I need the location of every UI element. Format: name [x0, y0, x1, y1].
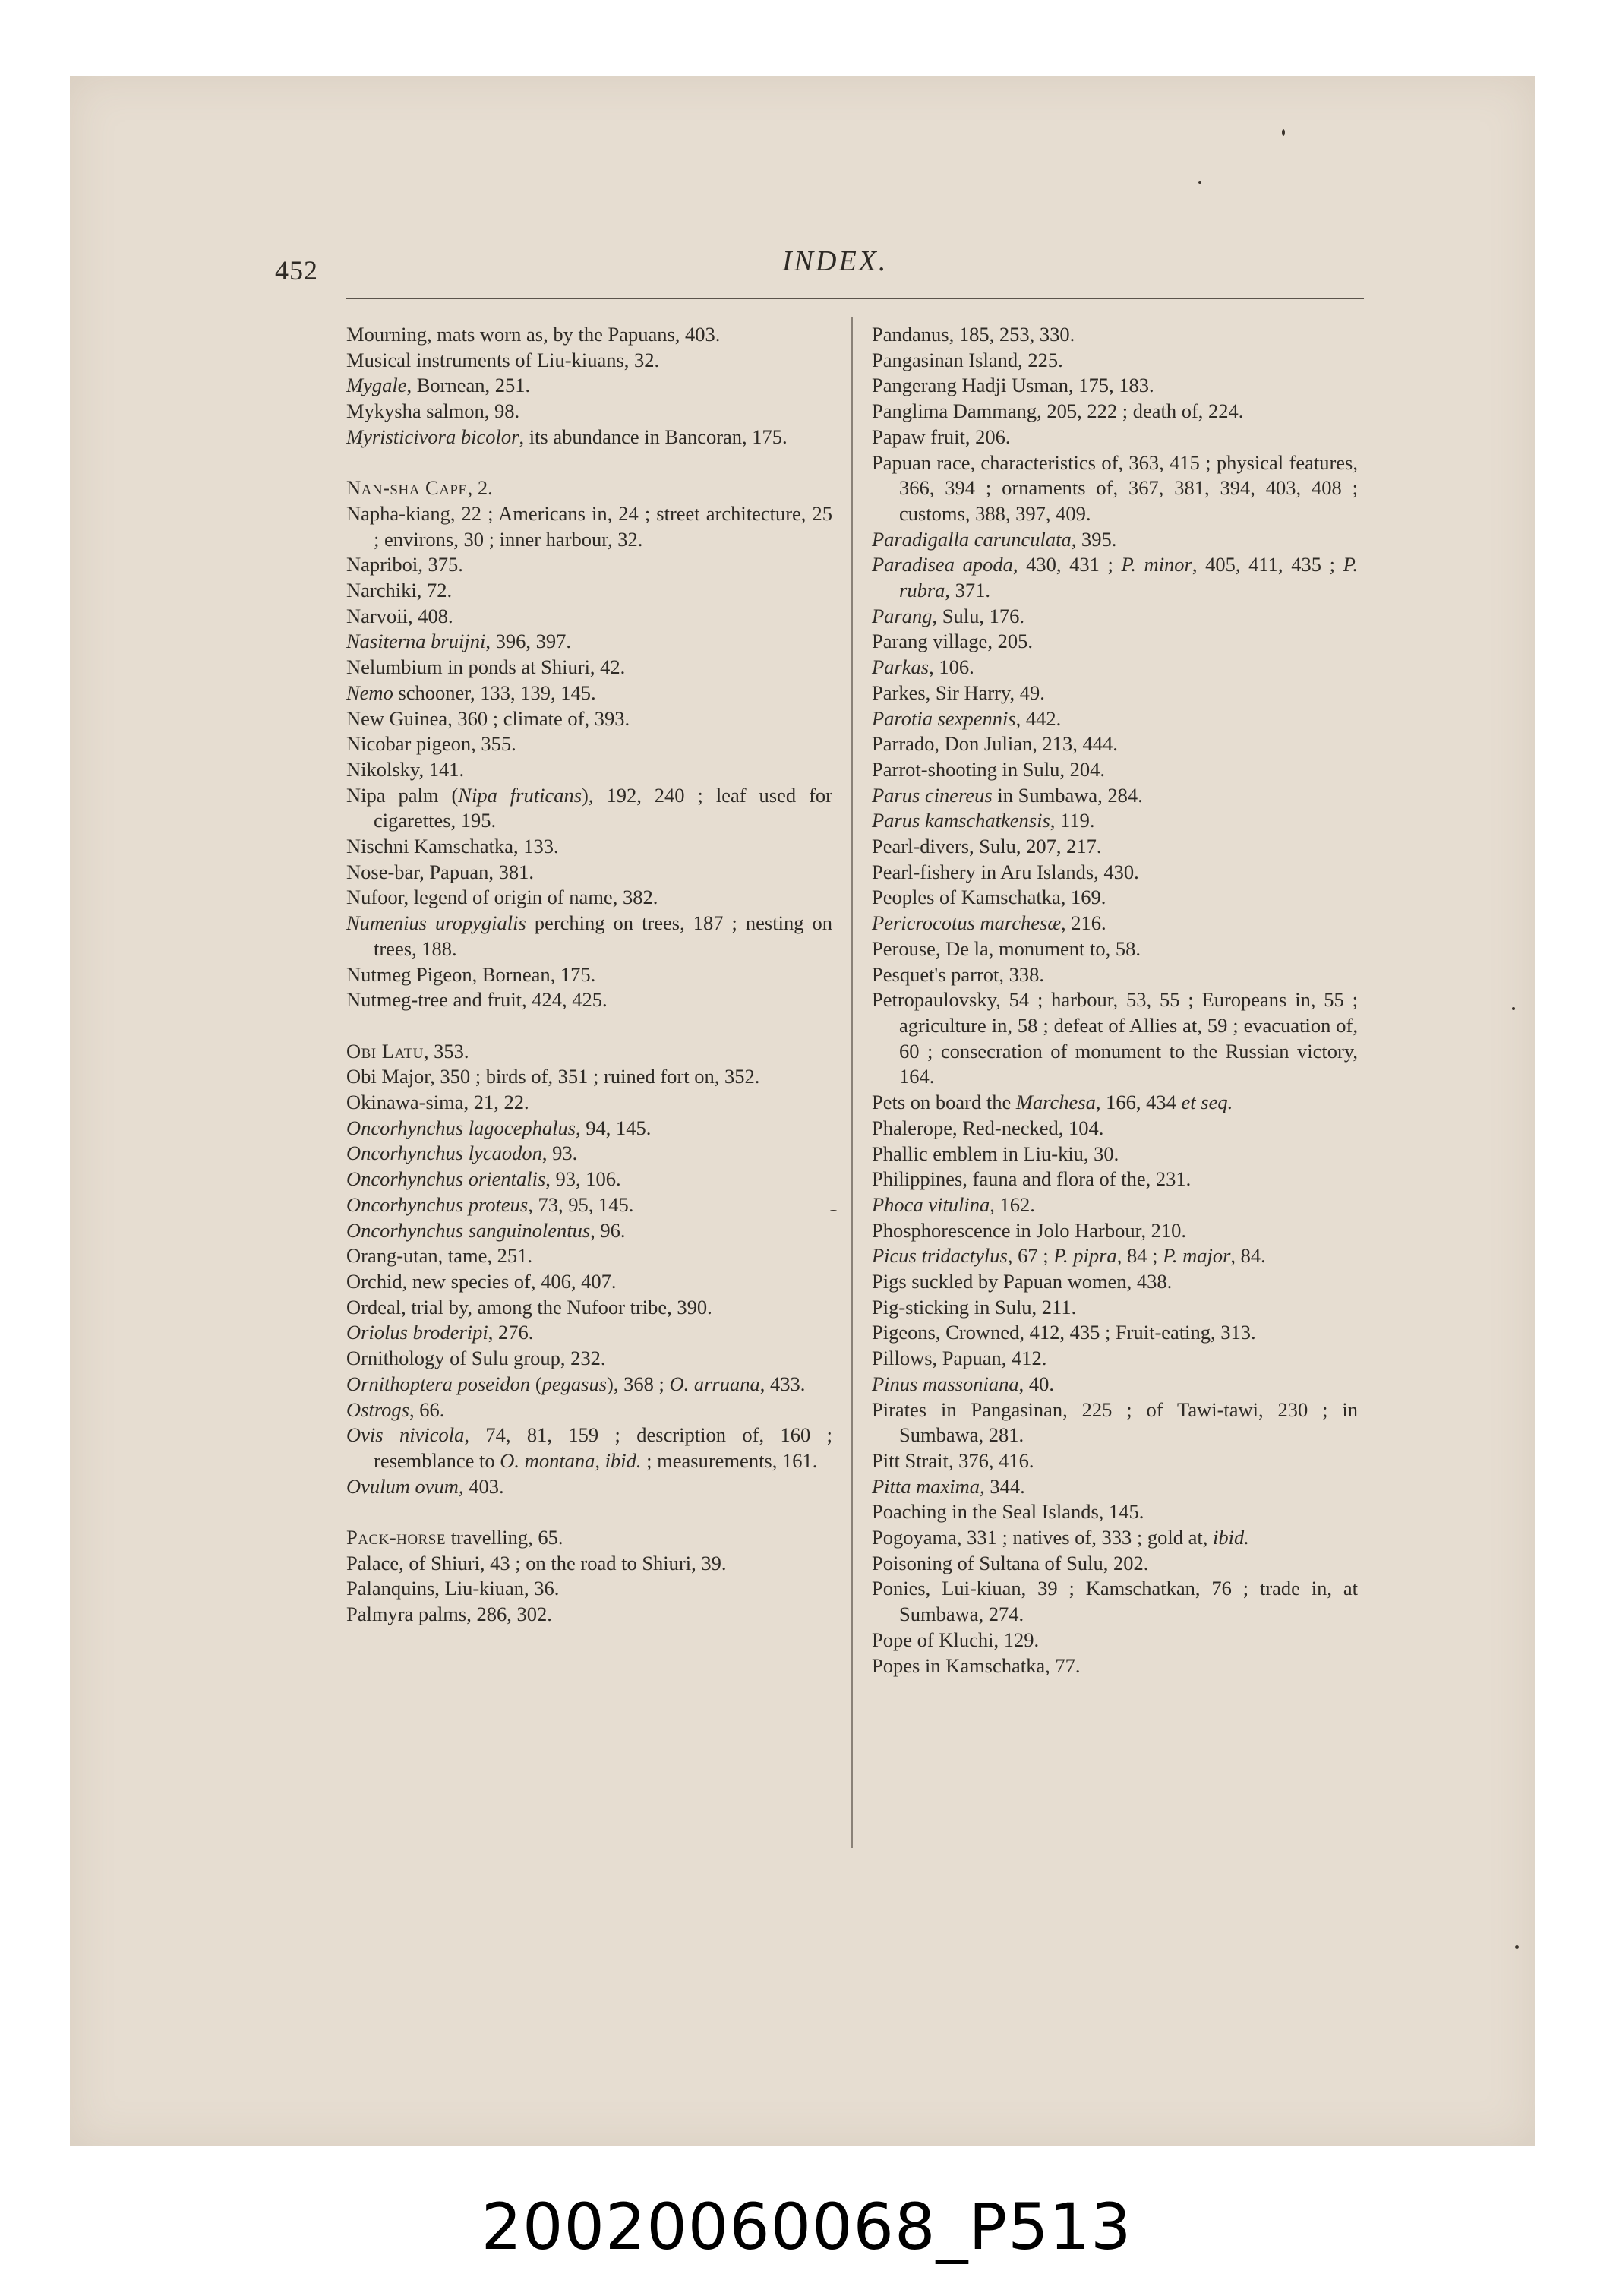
index-entry: [346, 1141, 832, 1167]
entry-italic-text: Paradigalla carunculata: [872, 527, 1072, 551]
index-entry: [346, 629, 832, 655]
entry-heading-text: Obi Latu: [346, 1039, 424, 1063]
entry-italic-text: Nipa fruticans: [458, 783, 582, 807]
entry-text: , 106.: [929, 655, 974, 679]
running-head: INDEX.: [782, 245, 889, 277]
index-entry: [346, 425, 832, 450]
entry-heading-text: Pack-horse: [346, 1526, 446, 1549]
entry-text: Orang-utan, tame, 251.: [346, 1244, 533, 1268]
entry-italic-text: Oncorhynchus lagocephalus: [346, 1116, 576, 1139]
entry-text: Narchiki, 72.: [346, 579, 453, 602]
entry-text: Pitt Strait, 376, 416.: [872, 1448, 1034, 1472]
entry-text: Peoples of Kamschatka, 169.: [872, 886, 1106, 909]
entry-text: , 430, 431 ;: [1012, 553, 1122, 576]
index-entry: [872, 1551, 1358, 1577]
entry-text: Petropaulovsky, 54 ; harbour, 53, 55 ; Europeans in, 55 ; agriculture in, 58 ; defeat of Allies at, 59 ; evacuation of, 60 ; consecration of monument to the Russian victory, 164.: [872, 988, 1358, 1088]
index-entry: [872, 604, 1358, 630]
entry-text: , 96.: [590, 1218, 626, 1242]
entry-text: ), 192, 240 ; leaf used for cigarettes, 195.: [374, 783, 833, 832]
entry-text: , 395.: [1071, 527, 1117, 551]
entry-italic-text: Myristicivora bicolor: [346, 425, 519, 448]
index-entry: [346, 731, 832, 757]
entry-text: Mykysha salmon, 98.: [346, 400, 520, 423]
entry-text: ; measurements, 161.: [641, 1448, 818, 1472]
index-entry: [346, 399, 832, 425]
entry-italic-text: Oncorhynchus proteus: [346, 1192, 529, 1216]
entry-text: Narvoii, 408.: [346, 604, 453, 627]
index-entry: [346, 834, 832, 860]
entry-text: , 403.: [458, 1474, 504, 1498]
entry-text: (: [530, 1372, 542, 1395]
entry-text: , 276.: [488, 1321, 534, 1344]
entry-italic-text: Parotia sexpennis: [872, 706, 1016, 730]
entry-italic-text: Parus kamschatkensis: [872, 809, 1050, 832]
index-entry: [346, 987, 832, 1013]
entry-text: schooner, 133, 139, 145.: [393, 681, 596, 704]
index-entry: [346, 1090, 832, 1116]
entry-text: Musical instruments of Liu-kiuans, 32.: [346, 348, 660, 371]
entry-text: Pirates in Pangasinan, 225 ; of Tawi-tawi, 230 ; in Sumbawa, 281.: [872, 1397, 1358, 1447]
entry-text: Pigeons, Crowned, 412, 435 ; Fruit-eating, 313.: [872, 1321, 1256, 1344]
entry-text: Nikolsky, 141.: [346, 757, 465, 781]
index-entry: [346, 911, 832, 962]
index-entry: [346, 1167, 832, 1192]
entry-text: , its abundance in Bancoran, 175.: [519, 425, 788, 448]
entry-text: Nutmeg Pigeon, Bornean, 175.: [346, 962, 596, 986]
entry-heading-text: Nan-sha Cape: [346, 476, 468, 500]
index-entry: [346, 1243, 832, 1269]
entry-italic-text: Paradisea apoda: [872, 553, 1013, 576]
index-entry: [872, 1090, 1358, 1116]
index-entry: [872, 1474, 1358, 1500]
entry-italic-text: O. arruana: [669, 1372, 760, 1395]
index-entry: [872, 1628, 1358, 1653]
entry-text: Pogoyama, 331 ; natives of, 333 ; gold at,: [872, 1526, 1213, 1549]
entry-text: , Bornean, 251.: [406, 374, 531, 397]
index-entry: [872, 399, 1358, 425]
index-entry: [346, 681, 832, 706]
index-entry: [346, 1039, 832, 1065]
scan-speck: [1198, 181, 1201, 184]
index-entry: [872, 1142, 1358, 1167]
header-rule: [346, 298, 1364, 299]
entry-text: Napha-kiang, 22 ; Americans in, 24 ; street architecture, 25 ; environs, 30 ; inner harbour, 32.: [346, 501, 832, 551]
entry-text: Pets on board the: [872, 1091, 1016, 1114]
entry-text: Pesquet's parrot, 338.: [872, 962, 1045, 986]
entry-italic-text: Ostrogs: [346, 1397, 409, 1421]
entry-text: Nufoor, legend of origin of name, 382.: [346, 886, 658, 909]
index-entry: [872, 783, 1358, 809]
index-entry: [872, 1499, 1358, 1525]
index-entry: [872, 1525, 1358, 1551]
index-entry: [872, 860, 1358, 886]
entry-text: , 40.: [1018, 1372, 1054, 1395]
index-entry: [872, 1576, 1358, 1627]
index-entry: [872, 1243, 1358, 1269]
entry-text: New Guinea, 360 ; climate of, 393.: [346, 706, 630, 730]
entry-text: Nutmeg-tree and fruit, 424, 425.: [346, 988, 608, 1012]
entry-text: Napriboi, 375.: [346, 553, 463, 576]
entry-text: Okinawa-sima, 21, 22.: [346, 1091, 529, 1114]
entry-italic-text: et seq.: [1181, 1091, 1233, 1114]
entry-text: Phalerope, Red-necked, 104.: [872, 1116, 1104, 1139]
index-entry: [346, 475, 832, 501]
entry-text: travelling, 65.: [445, 1526, 563, 1549]
entry-text: Obi Major, 350 ; birds of, 351 ; ruined fort on, 352.: [346, 1065, 760, 1088]
index-entry: [872, 1346, 1358, 1372]
entry-text: perching on trees, 187 ; nesting on trees, 188.: [374, 911, 832, 960]
index-entry: [872, 425, 1358, 450]
entry-italic-text: Mygale: [346, 374, 407, 397]
index-entry: [346, 1525, 832, 1551]
index-entry: [872, 373, 1358, 399]
scan-speck: [1512, 1007, 1515, 1010]
index-entry: [346, 1064, 832, 1090]
index-entry: [872, 681, 1358, 706]
entry-text: Ordeal, trial by, among the Nufoor tribe, 390.: [346, 1295, 712, 1319]
entry-text: Palace, of Shiuri, 43 ; on the road to Shiuri, 39.: [346, 1551, 727, 1574]
entry-text: , 433.: [759, 1372, 806, 1395]
entry-text: Popes in Kamschatka, 77.: [872, 1653, 1081, 1677]
index-entry: [872, 936, 1358, 962]
index-entry: [872, 1372, 1358, 1397]
entry-text: Nelumbium in ponds at Shiuri, 42.: [346, 655, 626, 679]
entry-text: Pangasinan Island, 225.: [872, 348, 1063, 371]
entry-text: Pearl-fishery in Aru Islands, 430.: [872, 860, 1139, 883]
entry-text: , Sulu, 176.: [932, 604, 1024, 627]
index-entry: [346, 1397, 832, 1423]
index-entry: [346, 348, 832, 374]
entry-italic-text: Marchesa: [1015, 1091, 1096, 1114]
index-entry: [872, 1295, 1358, 1321]
index-entry: [872, 987, 1358, 1090]
index-entry: [346, 501, 832, 552]
index-entry: [872, 962, 1358, 988]
index-entry: [872, 322, 1358, 348]
index-entry: [346, 757, 832, 783]
entry-text: Pandanus, 185, 253, 330.: [872, 323, 1075, 346]
entry-text: , 442.: [1015, 706, 1062, 730]
entry-text: Nicobar pigeon, 355.: [346, 732, 516, 756]
entry-text: , 73, 95, 145.: [528, 1192, 634, 1216]
index-entry: [346, 578, 832, 604]
image-caption: 20020060068_P513: [481, 2190, 1132, 2264]
entry-text: Parkes, Sir Harry, 49.: [872, 681, 1045, 704]
index-entry: [872, 1116, 1358, 1142]
entry-italic-text: Oriolus broderipi: [346, 1321, 488, 1344]
entry-text: Phallic emblem in Liu-kiu, 30.: [872, 1142, 1119, 1165]
entry-italic-text: Nemo: [346, 681, 393, 704]
entry-text: in Sumbawa, 284.: [992, 783, 1143, 807]
entry-italic-text: Parus cinereus: [872, 783, 993, 807]
entry-text: Ornithology of Sulu group, 232.: [346, 1347, 606, 1370]
scan-speck: [1282, 129, 1285, 136]
scan-speck: [1515, 1945, 1519, 1949]
entry-text: , 162.: [990, 1192, 1035, 1216]
index-entry: [872, 731, 1358, 757]
entry-italic-text: Oncorhynchus sanguinolentus: [346, 1218, 591, 1242]
entry-text: Nipa palm (: [346, 783, 459, 807]
index-entry: [872, 757, 1358, 783]
column-divider: [851, 317, 853, 1848]
entry-text: Orchid, new species of, 406, 407.: [346, 1269, 617, 1293]
index-entry: [872, 1269, 1358, 1295]
entry-italic-text: ibid.: [1212, 1526, 1249, 1549]
entry-italic-text: Phoca vitulina: [872, 1192, 990, 1216]
index-entry: [872, 706, 1358, 732]
index-entry: [872, 808, 1358, 834]
entry-text: , 84.: [1230, 1244, 1266, 1268]
index-column-left: [346, 322, 832, 1628]
index-entry: [346, 373, 832, 399]
entry-italic-text: Oncorhynchus orientalis: [346, 1167, 546, 1191]
entry-text: , 84 ;: [1116, 1244, 1163, 1268]
index-entry: [346, 885, 832, 911]
entry-italic-text: Picus tridactylus: [872, 1244, 1008, 1268]
entry-text: Papaw fruit, 206.: [872, 425, 1011, 448]
entry-text: Pigs suckled by Papuan women, 438.: [872, 1270, 1173, 1293]
entry-italic-text: Ornithoptera poseidon: [346, 1372, 531, 1395]
index-entry: [346, 322, 832, 348]
entry-text: , 371.: [945, 579, 991, 602]
entry-italic-text: Numenius uropygialis: [346, 911, 526, 935]
index-column-right: [872, 322, 1358, 1679]
index-entry: [872, 1192, 1358, 1218]
entry-italic-text: Oncorhynchus lycaodon: [346, 1142, 542, 1165]
index-entry: [346, 1423, 832, 1473]
entry-italic-text: Pericrocotus marchesæ: [872, 911, 1062, 935]
entry-italic-text: Pinus massoniana: [872, 1372, 1019, 1395]
index-entry: [872, 1448, 1358, 1474]
entry-text: Ponies, Lui-kiuan, 39 ; Kamschatkan, 76 ; trade in, at Sumbawa, 274.: [872, 1577, 1358, 1626]
page-number: 452: [275, 255, 318, 286]
entry-text: Perouse, De la, monument to, 58.: [872, 936, 1141, 960]
index-entry: [872, 1218, 1358, 1244]
index-entry: [872, 527, 1358, 553]
entry-text: Nose-bar, Papuan, 381.: [346, 860, 534, 883]
entry-text: Pangerang Hadji Usman, 175, 183.: [872, 374, 1154, 397]
entry-text: Palanquins, Liu-kiuan, 36.: [346, 1577, 560, 1600]
index-entry: [346, 1551, 832, 1577]
entry-text: Parrado, Don Julian, 213, 444.: [872, 732, 1118, 756]
entry-text: , 74, 81, 159 ; description of, 160 ; resemblance to: [374, 1423, 832, 1472]
index-entry: [346, 1576, 832, 1602]
index-entry: [346, 783, 832, 834]
entry-text: Pillows, Papuan, 412.: [872, 1347, 1047, 1370]
index-entry: [872, 1167, 1358, 1192]
entry-text: Parang village, 205.: [872, 630, 1033, 653]
index-entry: [872, 911, 1358, 936]
index-entry: [872, 1397, 1358, 1448]
index-entry: [346, 860, 832, 886]
index-entry: [872, 655, 1358, 681]
entry-text: , 166, 434: [1095, 1091, 1182, 1114]
entry-italic-text: P. minor: [1121, 553, 1192, 576]
entry-text: , 405, 411, 435 ;: [1192, 553, 1343, 576]
entry-text: Parrot-shooting in Sulu, 204.: [872, 757, 1105, 781]
index-entry: [346, 1269, 832, 1295]
entry-text: , 67 ;: [1007, 1244, 1054, 1268]
entry-italic-text: Parkas: [872, 655, 930, 679]
entry-italic-text: O. montana, ibid.: [500, 1448, 642, 1472]
entry-text: , 344.: [980, 1474, 1025, 1498]
entry-italic-text: pegasus: [541, 1372, 608, 1395]
entry-text: Papuan race, characteristics of, 363, 415 ; physical features, 366, 394 ; ornaments of, 367, 381, 394, 403, 408 ; customs, 388, 397, 409.: [872, 450, 1358, 525]
entry-text: Pope of Kluchi, 129.: [872, 1628, 1040, 1651]
entry-italic-text: Ovis nivicola: [346, 1423, 465, 1447]
index-entry: [872, 629, 1358, 655]
entry-text: Phosphorescence in Jolo Harbour, 210.: [872, 1218, 1187, 1242]
index-entry: [872, 885, 1358, 911]
index-entry: [872, 834, 1358, 860]
entry-text: , 119.: [1050, 809, 1095, 832]
index-entry: [872, 1320, 1358, 1346]
index-entry: [346, 1602, 832, 1628]
index-entry: [346, 1295, 832, 1321]
entry-text: , 66.: [409, 1397, 445, 1421]
index-entry: [346, 1192, 832, 1218]
entry-text: , 216.: [1061, 911, 1106, 935]
entry-text: ), 368 ;: [607, 1372, 670, 1395]
index-entry: [872, 552, 1358, 603]
entry-text: Pig-sticking in Sulu, 211.: [872, 1295, 1077, 1319]
entry-text: , 93.: [541, 1142, 578, 1165]
entry-italic-text: P. rubra: [899, 553, 1358, 602]
index-entry: [346, 604, 832, 630]
index-entry: [346, 552, 832, 578]
index-entry: [346, 706, 832, 732]
index-entry: [346, 1116, 832, 1142]
index-entry: [346, 1320, 832, 1346]
entry-text: Poaching in the Seal Islands, 145.: [872, 1500, 1144, 1524]
entry-text: Nischni Kamschatka, 133.: [346, 835, 559, 858]
entry-text: , 2.: [467, 476, 493, 500]
entry-italic-text: Parang: [872, 604, 933, 627]
entry-italic-text: Ovulum ovum: [346, 1474, 459, 1498]
index-entry: [872, 1653, 1358, 1679]
entry-text: Poisoning of Sultana of Sulu, 202.: [872, 1551, 1149, 1574]
entry-text: Mourning, mats worn as, by the Papuans, 403.: [346, 323, 721, 346]
entry-text: , 396, 397.: [485, 630, 571, 653]
entry-text: , 353.: [423, 1039, 469, 1063]
index-entry: [872, 450, 1358, 527]
index-entry: [346, 1218, 832, 1244]
index-entry: [346, 1372, 832, 1397]
entry-text: , 93, 106.: [545, 1167, 621, 1191]
entry-text: , 94, 145.: [576, 1116, 652, 1139]
index-entry: [346, 1474, 832, 1500]
entry-text: Panglima Dammang, 205, 222 ; death of, 224.: [872, 400, 1244, 423]
entry-text: Palmyra palms, 286, 302.: [346, 1603, 552, 1626]
index-entry: [346, 962, 832, 988]
index-entry: [872, 348, 1358, 374]
index-entry: [346, 1346, 832, 1372]
entry-italic-text: Nasiterna bruijni: [346, 630, 486, 653]
entry-italic-text: P. pipra: [1053, 1244, 1117, 1268]
scan-speck: [830, 1210, 837, 1211]
entry-text: Pearl-divers, Sulu, 207, 217.: [872, 835, 1102, 858]
entry-italic-text: P. major: [1163, 1244, 1231, 1268]
entry-text: Philippines, fauna and flora of the, 231.: [872, 1167, 1192, 1191]
entry-italic-text: Pitta maxima: [872, 1474, 980, 1498]
index-entry: [346, 655, 832, 681]
